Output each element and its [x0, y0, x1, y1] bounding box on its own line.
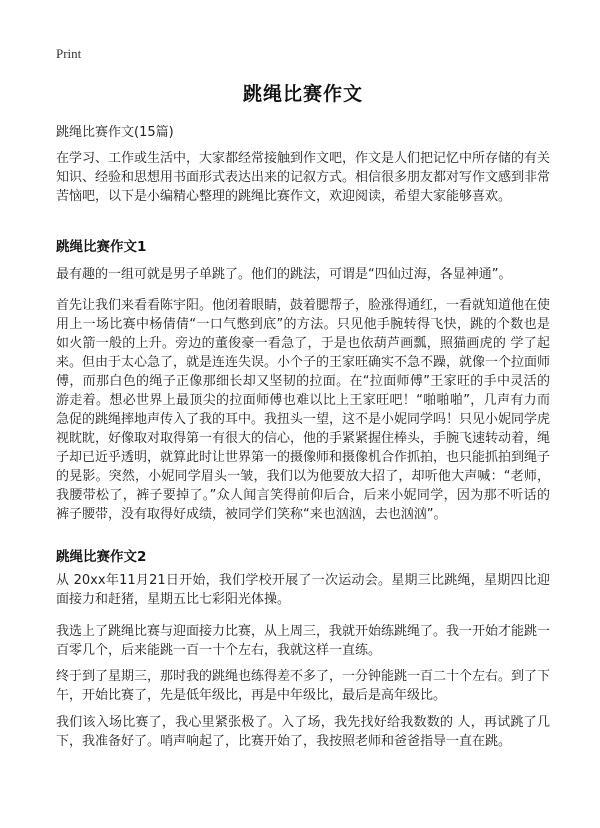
section-2-paragraph-4: 我们该入场比赛了，我心里紧张极了。入了场，我先找好给我数数的 人，再试跳了几下，我准备好了。哨声响起了，比赛开始了，我按照老师和爸爸指导一直在跳。 — [56, 715, 550, 749]
section-1-paragraph-2: 首先让我们来看看陈宇阳。他闭着眼睛，鼓着腮帮子，脸涨得通红，一看就知道他在使用上一场比赛中杨倩倩“一口气憋到底”的方法。只见他手腕转得飞快，跳的个数也是如火箭一般的上升。旁边的董俊豪一看急了，于是也依葫芦画瓢，照猫画虎的 学了起来。但由于太心急了，就是连连失误。小个子的王家旺确实不急不躁，就像一个拉面师傅，而那白色的绳子正像那细长却又坚韧的拉面。在“拉面师傅”王家旺的手中灵活的游走着。想必世界上最顶尖的拉面师傅也难以比上王家旺吧！“啪啪啪”，几声有力而急促的跳绳摔地声传入了我的耳中。我扭头一望，这不是小妮同学吗！只见小妮同学虎视眈眈，好像取对取得第一有很大的信心，他的手紧紧握住棒头，手腕飞速转动着，绳子却已近乎透明，就算此时让世界第一的摄像师和摄像机合作抓拍，也只能抓拍到绳子的晃影。突然，小妮同学眉头一皱，我们以为他要放大招了，却听他大声喊：“老师，我腰带松了，裤子要掉了。”众人闻言笑得前仰后合，后来小妮同学，因为那不听话的裤子腰带，没有取得好成绩，被同学们笑称“来也汹汹，去也汹汹”。 — [56, 298, 551, 522]
section-heading-1: 跳绳比赛作文1 — [56, 239, 147, 255]
intro-paragraph: 在学习、工作或生活中，大家都经常接触到作文吧，作文是人们把记忆中所存储的有关知识、经验和思想用书面形式表达出来的记叙方式。相信很多朋友都对写作文感到非常苦恼吧，以下是小编精心整理的跳绳比赛作文，欢迎阅读，希望大家能够喜欢。 — [56, 151, 551, 204]
section-heading-2: 跳绳比赛作文2 — [56, 549, 147, 565]
section-2-paragraph-1: 从 20xx年11月21日开始，我们学校开展了一次运动会。星期三比跳绳，星期四比迎面接力和赶猪，星期五比七彩阳光体操。 — [56, 573, 550, 607]
document-title: 跳绳比赛作文 — [242, 83, 363, 105]
document-subtitle: 跳绳比赛作文(15篇) — [56, 125, 174, 140]
section-1-paragraph-1: 最有趣的一组可就是男子单跳了。他们的跳法，可谓是“四仙过海，各显神通”。 — [56, 267, 512, 282]
section-2-paragraph-2: 我选上了跳绳比赛与迎面接力比赛，从上周三，我就开始练跳绳了。我一开始才能跳一百零几个，后来能跳一百一十个左右，我就这样一直练。 — [56, 624, 551, 658]
print-label: Print — [56, 46, 82, 61]
section-2-paragraph-3: 终于到了星期三，那时我的跳绳也练得差不多了，一分钟能跳一百二十个左右。到了下午，开始比赛了，先是低年级比，再是中年级比，最后是高年级比。 — [56, 669, 551, 703]
